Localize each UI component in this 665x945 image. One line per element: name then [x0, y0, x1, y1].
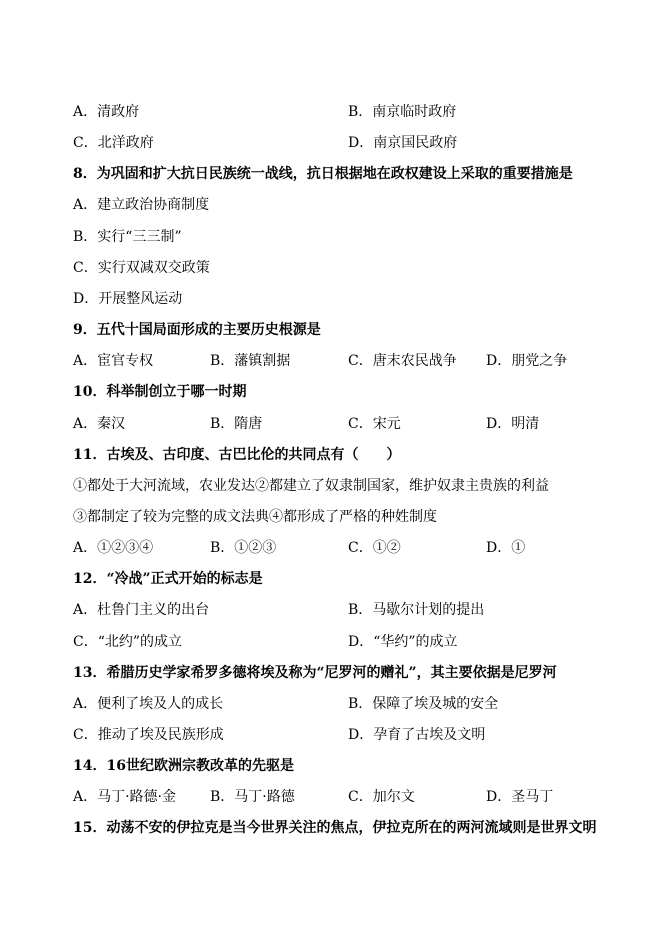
option-text: D．圣马丁	[486, 789, 554, 805]
option-text: B．实行“三三制”	[73, 229, 182, 245]
option-text: B．马丁·路德	[210, 789, 295, 805]
option-text: A．杜鲁门主义的出台	[73, 602, 210, 618]
option-text: C．加尔文	[348, 789, 415, 805]
option-text: ③都制定了较为完整的成文法典④都形成了严格的种姓制度	[73, 509, 437, 525]
option-text: C．①②	[348, 540, 401, 556]
option-text: D．南京国民政府	[348, 135, 458, 151]
option-text: A．马丁·路德·金	[73, 789, 177, 805]
option-text: A．便利了埃及人的成长	[73, 696, 224, 712]
option-text: A．秦汉	[73, 416, 126, 432]
option-text: C．唐末农民战争	[348, 353, 457, 369]
option-text: D．①	[486, 540, 526, 556]
option-text: D．明清	[486, 416, 540, 432]
question-text: 8．为巩固和扩大抗日民族统一战线，抗日根据地在政权建设上采取的重要措施是	[73, 166, 573, 182]
option-text: B．①②③	[210, 540, 277, 556]
question-text: 15．动荡不安的伊拉克是当今世界关注的焦点，伊拉克所在的两河流域则是世界文明	[73, 820, 597, 836]
option-text: C．实行双减双交政策	[73, 260, 210, 276]
option-text: D．孕育了古埃及文明	[348, 727, 486, 743]
question-text: 14．16世纪欧洲宗教改革的先驱是	[73, 758, 294, 774]
option-text: A．①②③④	[73, 540, 154, 556]
option-text: C．“北约”的成立	[73, 634, 183, 650]
option-text: C．宋元	[348, 416, 401, 432]
option-text: A．建立政治协商制度	[73, 197, 210, 213]
option-text: A．清政府	[73, 104, 140, 120]
option-text: ①都处于大河流域，农业发达②都建立了奴隶制国家，维护奴隶主贵族的利益	[73, 478, 549, 494]
option-text: B．马歇尔计划的提出	[348, 602, 485, 618]
option-text: D．开展整风运动	[73, 291, 183, 307]
option-text: D．朋党之争	[486, 353, 568, 369]
question-text: 12．“冷战”正式开始的标志是	[73, 571, 263, 587]
option-text: C．推动了埃及民族形成	[73, 727, 224, 743]
option-text: C．北洋政府	[73, 135, 154, 151]
option-text: A．宦官专权	[73, 353, 154, 369]
option-text: B．南京临时政府	[348, 104, 457, 120]
option-text: B．藩镇割据	[210, 353, 291, 369]
question-text: 9．五代十国局面形成的主要历史根源是	[73, 322, 321, 338]
option-text: B．保障了埃及城的安全	[348, 696, 499, 712]
option-text: D．“华约”的成立	[348, 634, 458, 650]
question-text: 13．希腊历史学家希罗多德将埃及称为“尼罗河的赠礼”，其主要依据是尼罗河	[73, 665, 557, 681]
question-text: 11．古埃及、古印度、古巴比伦的共同点有（ ）	[73, 447, 401, 463]
question-text: 10．科举制创立于哪一时期	[73, 384, 247, 400]
option-text: B．隋唐	[210, 416, 263, 432]
